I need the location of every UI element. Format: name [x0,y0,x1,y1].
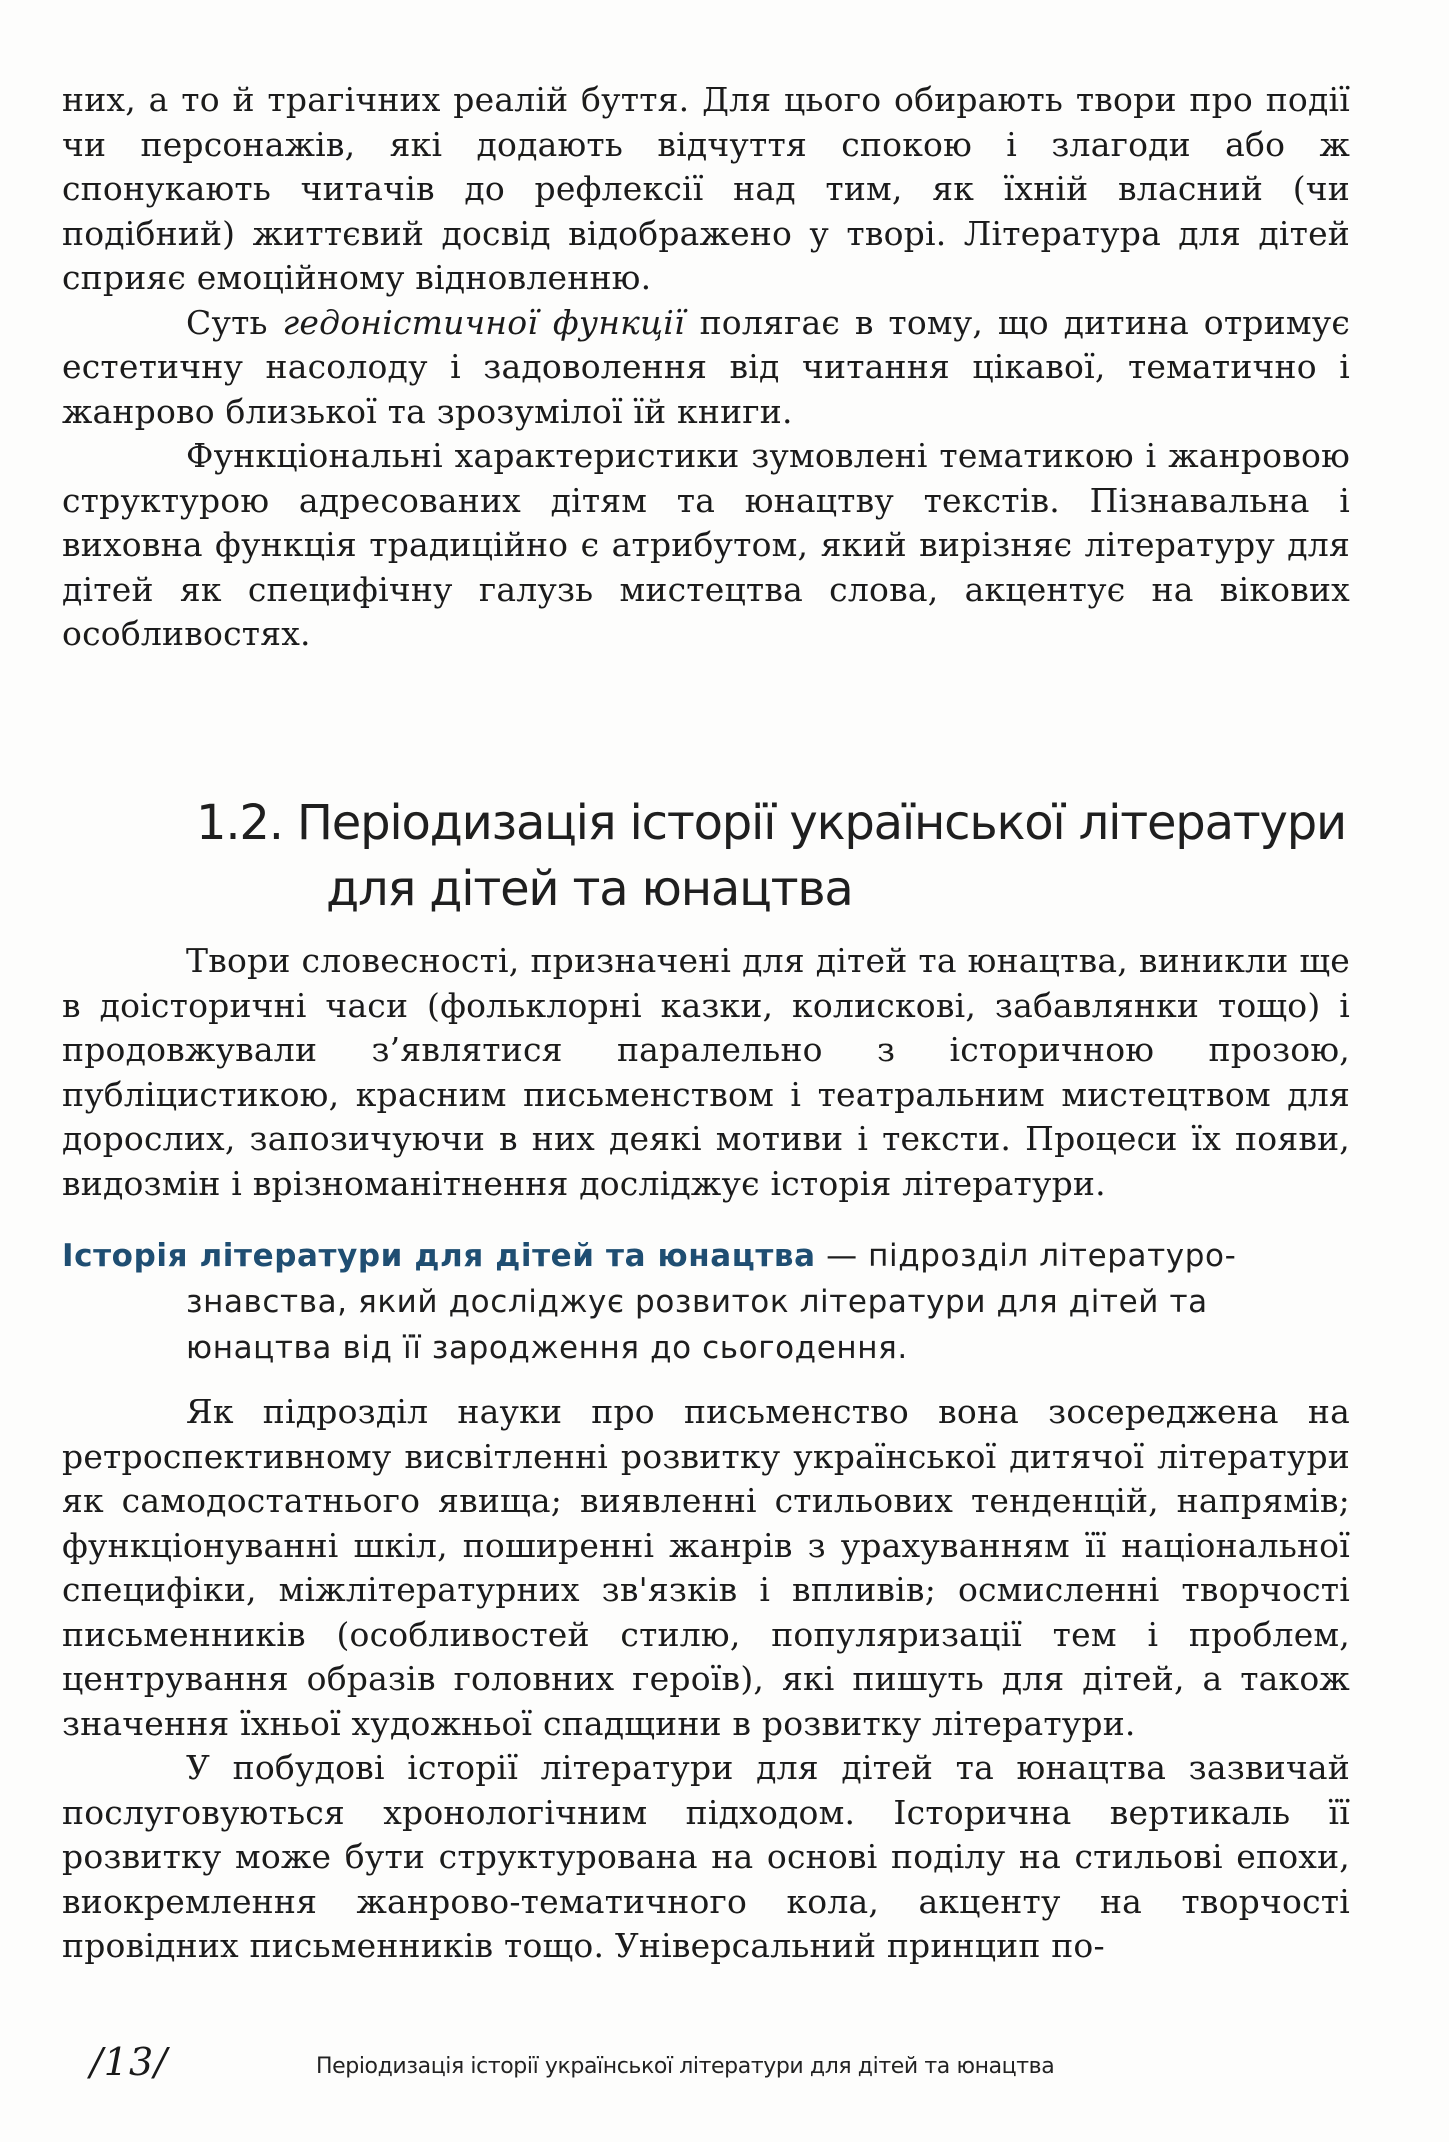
paragraph-hedonistic-end: полягає в тому, що дитина отримує естетичну насолоду і задоволення від читання цікавої, тематично і жанрово близької та зрозумілої їй книги. [62,302,1350,431]
text-block-intro [62,78,1350,657]
paragraph-emotional-recovery: них, а то й трагічних реалій буття. Для цього обирають твори про події чи персонажів, які додають відчуття спокою і злагоди або ж спонукають читачів до рефлексії над тим, як їхній власний (чи подібний) життєвий досвід відображено у творі. Література для дітей сприяє емоційному відновленню. [62,80,1350,297]
paragraph-hedonistic-function [62,301,1350,435]
definition-line-1 [62,1238,1236,1274]
definition-line-1-rest: — підрозділ літературо- [815,1238,1237,1274]
paragraph-retrospective: Як підрозділ науки про письменство вона зосереджена на ретроспективному висвітленні розвитку української дитячої літератури як самодостатнього явища; виявленні стильових тенденцій, напрямів; функціонуванні шкіл, поширенні жанрів з урахуванням її національної специфіки, міжлітературних зв'язків і впливів; осмисленні творчості письменників (особливостей стилю, популяризації тем і проблем, центрування образів головних героїв), які пишуть для дітей, а також значення їхньої художньої спадщини в розвитку літератури. [62,1392,1350,1743]
section-heading [196,790,1356,922]
running-title: Періодизація історії української літератури для дітей та юнацтва [316,2054,1055,2079]
paragraph-chronological-approach: У побудові історії літератури для дітей та юнацтва зазвичай послуговуються хронологічним підходом. Історична вертикаль її розвитку може бути структурована на основі поділу на стильові епохи, виокремлення жанрово-тематичного кола, акценту на творчості провідних письменників тощо. Універсальний принцип по- [62,1748,1350,1965]
hedonistic-function-term: гедоністичної функції [282,302,685,342]
definition-line-2: знавства, який досліджує розвиток літератури для дітей та [186,1284,1208,1320]
page-number: /13/ [90,2040,168,2084]
definition-term: Історія літератури для дітей та юнацтва [62,1238,816,1274]
paragraph-functional-characteristics: Функціональні характеристики зумовлені тематикою і жанровою структурою адресованих дітям та юнацтву текстів. Пізнавальна і виховна функція традиційно є атрибутом, який вирізняє літературу для дітей як специфічну галузь мистецтва слова, акцентує на вікових особливостях. [62,436,1350,653]
page-footer [90,2040,1290,2090]
text-block-history-scope [62,1390,1350,1969]
definition-line-3: юнацтва від її зародження до сьогодення. [186,1330,908,1366]
paragraph-origins: Твори словесності, призначені для дітей та юнацтва, виникли ще в доісторичні часи (фольклорні казки, колискові, забавлянки тощо) і продовжували з’являтися паралельно з історичною прозою, публіцистикою, красним письменством і театральним мистецтвом для дорослих, запозичуючи в них деякі мотиви і тексти. Процеси їх появи, видозмін і врізноманітнення досліджує історія літератури. [62,941,1350,1203]
text-block-origins [62,939,1350,1206]
paragraph-hedonistic-start: Суть [186,302,283,342]
section-heading-line-1: 1.2. Періодизація історії української літератури [196,795,1347,851]
definition-box [62,1233,1352,1371]
section-heading-line-2: для дітей та юнацтва [326,861,853,917]
